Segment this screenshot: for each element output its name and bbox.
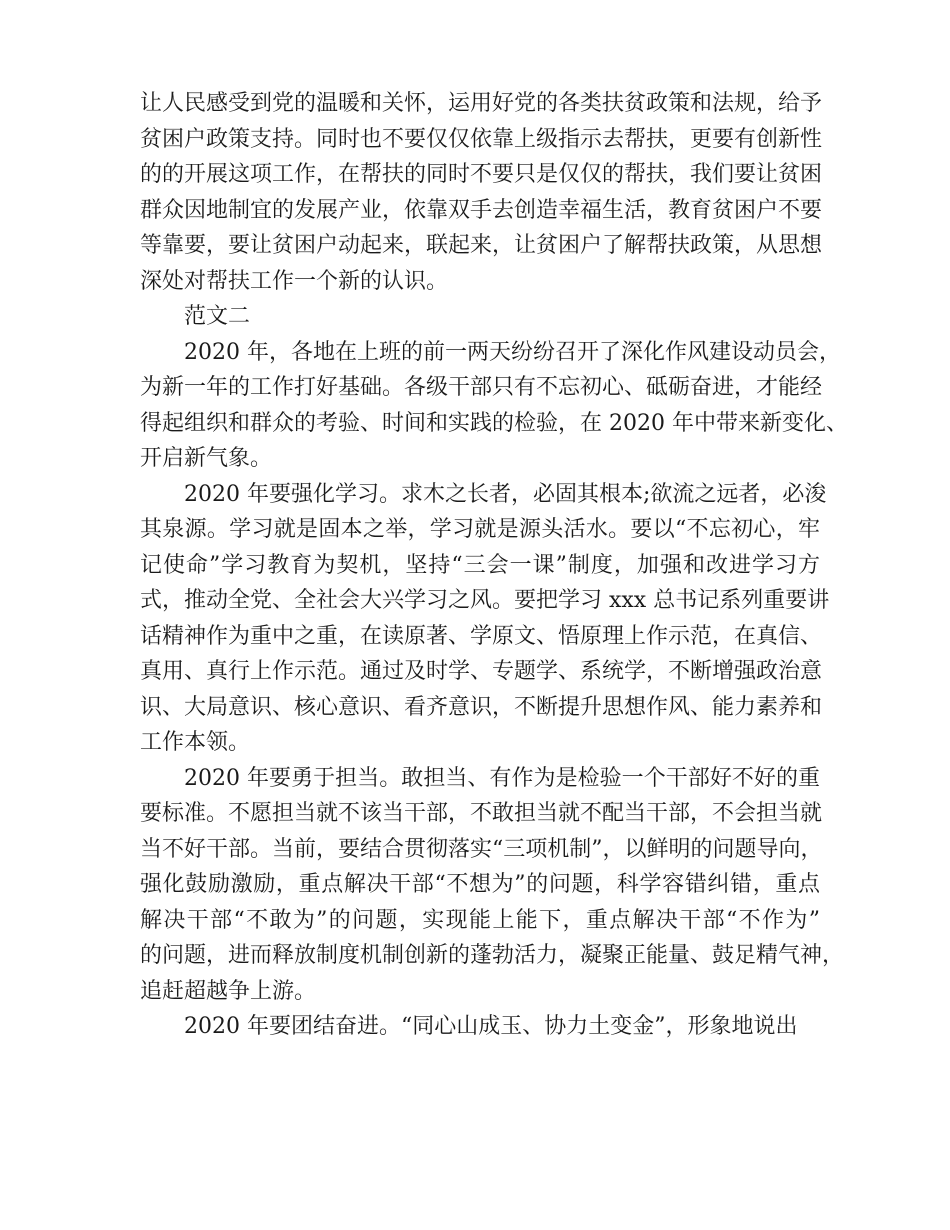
text-line: 开启新气象。 — [140, 446, 273, 471]
text-line: 追赶超越争上游。 — [140, 978, 317, 1004]
text-line: 让人民感受到党的温暖和关怀，运用好党的各类扶贫政策和法规，给予 — [140, 91, 823, 116]
text-line: 得起组织和群众的考验、时间和实践的检验，在 2020 年中带来新变化、 — [140, 410, 848, 436]
text-line: 其泉源。学习就是固本之举，学习就是源头活水。要以“不忘初心，牢 — [140, 517, 820, 542]
text-line: 的问题，进而释放制度机制创新的蓬勃活力，凝聚正能量、鼓足精气神， — [140, 943, 845, 968]
text-line: 识、大局意识、核心意识、看齐意识，不断提升思想作风、能力素养和 — [140, 694, 823, 720]
document-body — [140, 86, 848, 1045]
text-line: 记使命”学习教育为契机，坚持“三会一课”制度，加强和改进学习方 — [140, 552, 820, 578]
text-line: 等靠要，要让贫困户动起来，联起来，让贫困户了解帮扶政策，从思想 — [140, 233, 823, 258]
heading-text: 范文二 — [184, 304, 251, 329]
text-line: 深处对帮扶工作一个新的认识。 — [140, 268, 449, 294]
text-line: 2020 年，各地在上班的前一两天纷纷召开了深化作风建设动员会， — [184, 339, 841, 365]
paragraph — [140, 761, 845, 1010]
text-line: 工作本领。 — [140, 730, 251, 755]
text-line: 解决干部“不敢为”的问题，实现能上能下，重点解决干部“不作为” — [140, 907, 820, 933]
text-line: 话精神作为重中之重，在读原著、学原文、悟原理上作示范，在真信、 — [140, 623, 823, 649]
text-line: 2020 年要强化学习。求木之长者，必固其根本;欲流之远者，必浚 — [184, 481, 827, 507]
text-line: 为新一年的工作打好基础。各级干部只有不忘初心、砥砺奋进，才能经 — [140, 375, 823, 400]
paragraph — [140, 335, 848, 477]
text-line: 强化鼓励激励，重点解决干部“不想为”的问题，科学容错纠错，重点 — [140, 872, 820, 897]
text-line: 2020 年要团结奋进。“同心山成玉、协力土变金”，形象地说出 — [184, 1014, 798, 1039]
paragraph — [140, 1009, 820, 1045]
text-line: 2020 年要勇于担当。敢担当、有作为是检验一个干部好不好的重 — [184, 765, 820, 791]
paragraph — [140, 86, 823, 299]
text-line: 贫困户政策支持。同时也不要仅仅依靠上级指示去帮扶，更要有创新性 — [140, 126, 823, 152]
section-heading — [140, 299, 820, 335]
text-line: 式，推动全党、全社会大兴学习之风。要把学习 xxx 总书记系列重要讲 — [140, 588, 830, 613]
text-line: 当不好干部。当前，要结合贯彻落实“三项机制”，以鲜明的问题导向， — [140, 836, 823, 862]
text-line: 要标准。不愿担当就不该当干部，不敢担当就不配当干部，不会担当就 — [140, 801, 823, 826]
paragraph — [140, 477, 830, 761]
text-line: 真用、真行上作示范。通过及时学、专题学、系统学，不断增强政治意 — [140, 659, 823, 684]
text-line: 的的开展这项工作，在帮扶的同时不要只是仅仅的帮扶，我们要让贫困 — [140, 162, 823, 187]
text-line: 群众因地制宜的发展产业，依靠双手去创造幸福生活，教育贫困户不要 — [140, 197, 823, 223]
